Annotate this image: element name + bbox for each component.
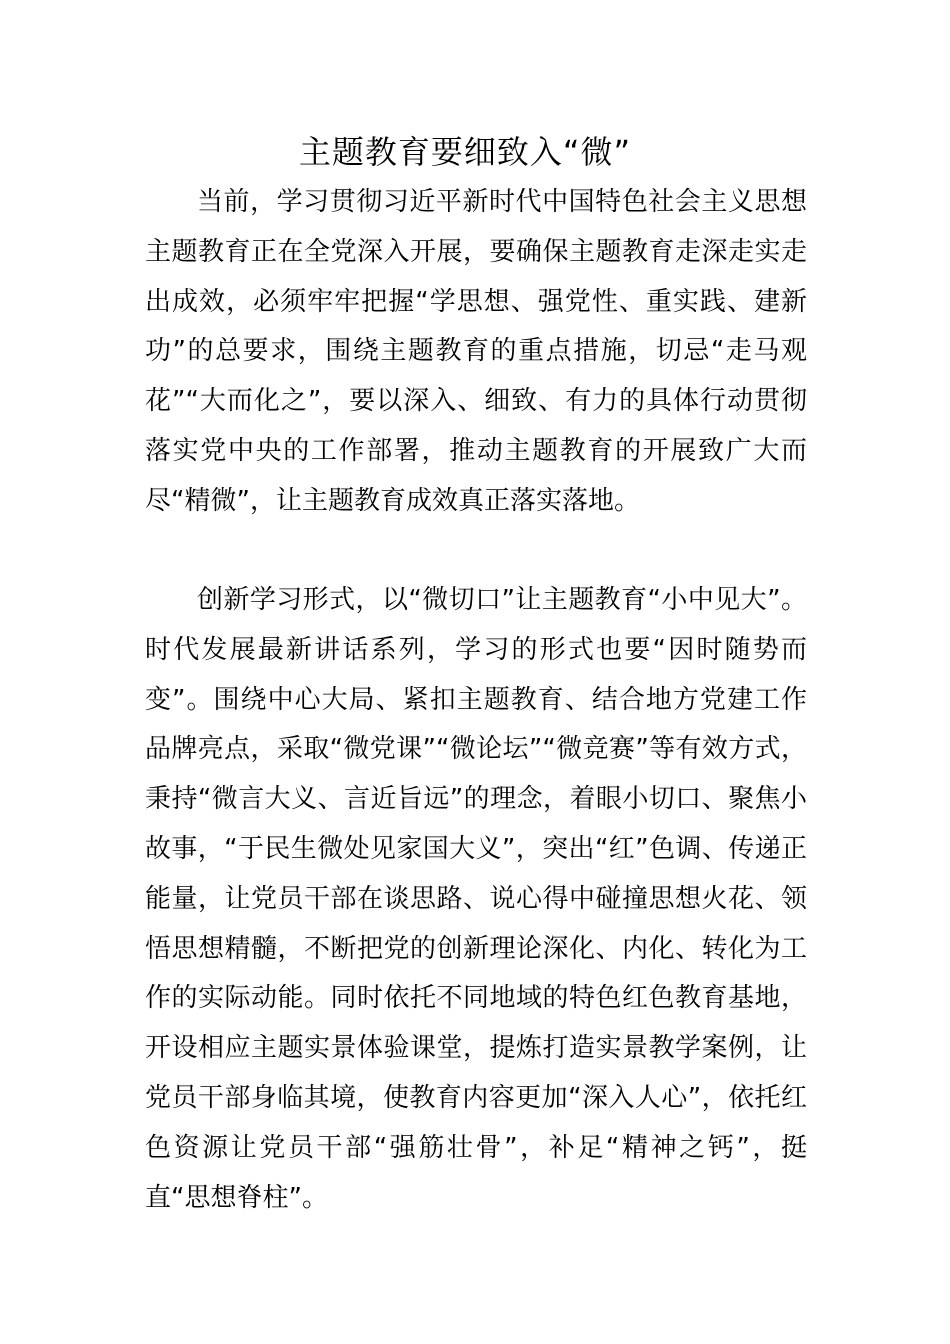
paragraph-innovate-learning: 创新学习形式，以“微切口”让主题教育“小中见大”。时代发展最新讲话系列，学习的形式也要“因时随势而变”。围绕中心大局、紧扣主题教育、结合地方党建工作品牌亮点，采取“微党课”“微论坛”“微竞赛”等有效方式，秉持“微言大义、言近旨远”的理念，着眼小切口、聚焦小故事，“于民生微处见家国大义”，突出“红”色调、传递正能量，让党员干部在谈思路、说心得中碰撞思想火花、领悟思想精髓，不断把党的创新理论深化、内化、转化为工作的实际动能。同时依托不同地域的特色红色教育基地，开设相应主题实景体验课堂，提炼打造实景教学案例，让党员干部身临其境，使教育内容更加“深入人心”，依托红色资源让党员干部“强筋壮骨”，补足“精神之钙”，挺直“思想脊柱”。: [145, 585, 807, 1213]
paragraph-intro: 当前，学习贯彻习近平新时代中国特色社会主义思想主题教育正在全党深入开展，要确保主题教育走深走实走出成效，必须牢牢把握“学思想、强党性、重实践、建新功”的总要求，围绕主题教育的重点措施，切忌“走马观花”“大而化之”，要以深入、细致、有力的具体行动贯彻落实党中央的工作部署，推动主题教育的开展致广大而尽“精微”，让主题教育成效真正落实落地。: [145, 187, 807, 516]
document-title: 主题教育要细致入“微”: [298, 133, 632, 171]
